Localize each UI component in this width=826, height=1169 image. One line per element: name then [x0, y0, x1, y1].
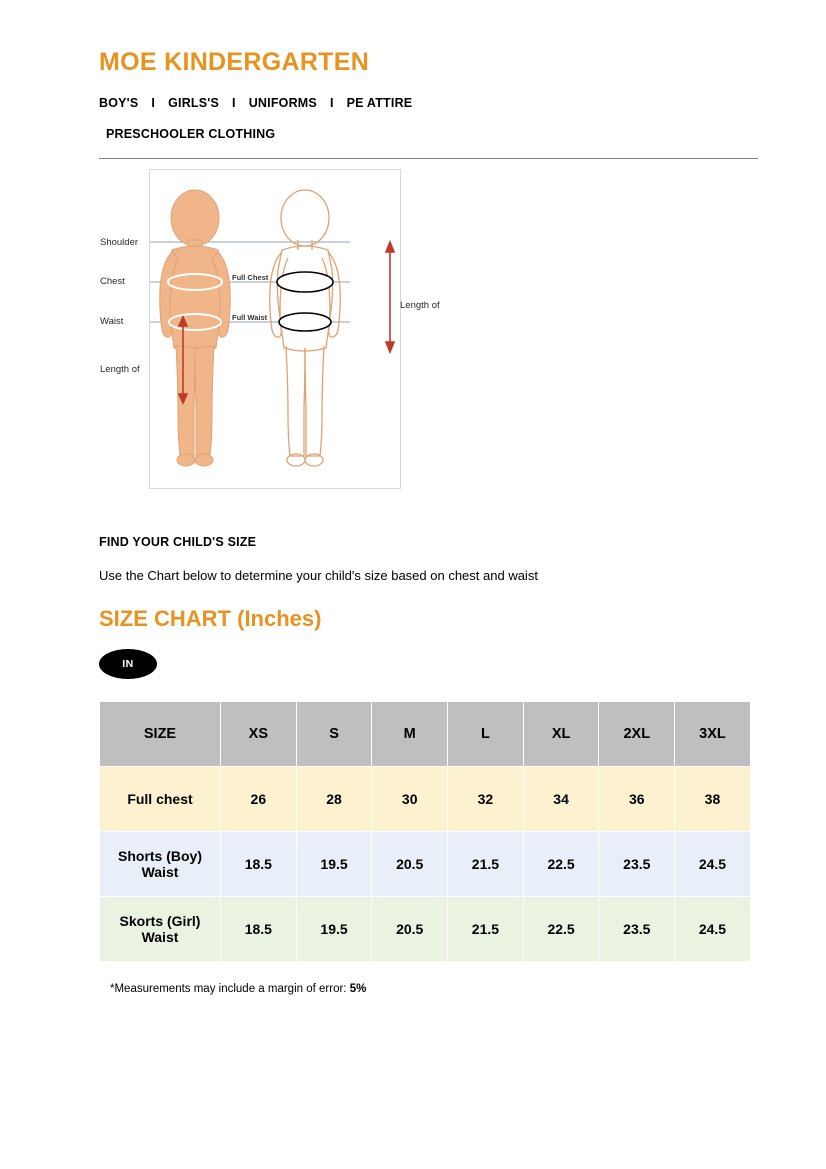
measurement-footnote: [110, 983, 758, 995]
row-label-shorts-boy-waist: Shorts (Boy) Waist: [100, 832, 221, 897]
measurement-diagram: [100, 169, 440, 489]
label-chest: Chest: [100, 276, 125, 287]
nav-item-boys[interactable]: BOY'S: [99, 96, 139, 110]
column-header-3xl: 3XL: [675, 702, 751, 767]
nav-separator: I: [151, 96, 156, 110]
find-size-description: Use the Chart below to determine your child's size based on chest and waist: [99, 568, 538, 583]
column-header-s: S: [296, 702, 372, 767]
table-row: [100, 897, 751, 962]
cell-boy-3xl: 24.5: [675, 832, 751, 897]
cell-boy-2xl: 23.5: [599, 832, 675, 897]
main-nav: [99, 96, 758, 110]
label-shoulder: Shoulder: [100, 237, 139, 248]
table-row: [100, 767, 751, 832]
cell-boy-xl: 22.5: [523, 832, 599, 897]
full-chest-ring: [277, 272, 333, 292]
row-label-full-chest: Full chest: [100, 767, 221, 832]
column-header-l: L: [448, 702, 524, 767]
cell-girl-m: 20.5: [372, 897, 448, 962]
cell-chest-2xl: 36: [599, 767, 675, 832]
header-divider: [99, 158, 758, 159]
label-waist: Waist: [100, 316, 124, 327]
cell-chest-l: 32: [448, 767, 524, 832]
unit-toggle-inches[interactable]: IN: [99, 649, 157, 679]
cell-chest-m: 30: [372, 767, 448, 832]
nav-separator: I: [232, 96, 236, 110]
length-arrow-right: [386, 242, 394, 352]
full-waist-ring: [279, 313, 331, 331]
label-length-right: Length of: [400, 300, 440, 311]
label-full-chest: Full Chest: [232, 273, 269, 282]
cell-girl-s: 19.5: [296, 897, 372, 962]
cell-girl-xl: 22.5: [523, 897, 599, 962]
cell-chest-3xl: 38: [675, 767, 751, 832]
column-header-size: SIZE: [100, 702, 221, 767]
table-header-row: [100, 702, 751, 767]
footnote-value: 5%: [349, 983, 367, 995]
cell-girl-2xl: 23.5: [599, 897, 675, 962]
cell-chest-xl: 34: [523, 767, 599, 832]
page-title: MOE KINDERGARTEN: [99, 48, 370, 76]
cell-boy-l: 21.5: [448, 832, 524, 897]
column-header-xl: XL: [523, 702, 599, 767]
column-header-xs: XS: [221, 702, 297, 767]
cell-girl-l: 21.5: [448, 897, 524, 962]
cell-girl-3xl: 24.5: [675, 897, 751, 962]
label-full-waist: Full Waist: [232, 313, 268, 322]
find-size-heading: FIND YOUR CHILD'S SIZE: [99, 535, 257, 549]
size-chart-heading: SIZE CHART (Inches): [99, 606, 322, 631]
label-length-left: Length of: [100, 364, 140, 375]
cell-chest-xs: 26: [221, 767, 297, 832]
cell-boy-s: 19.5: [296, 832, 372, 897]
cell-girl-xs: 18.5: [221, 897, 297, 962]
nav-item-uniforms[interactable]: UNIFORMS: [248, 96, 317, 110]
body-measurement-illustration: [150, 170, 400, 488]
nav-item-pe-attire[interactable]: PE ATTIRE: [346, 96, 413, 110]
cell-boy-xs: 18.5: [221, 832, 297, 897]
row-label-skorts-girl-waist: Skorts (Girl) Waist: [100, 897, 221, 962]
column-header-m: M: [372, 702, 448, 767]
cell-boy-m: 20.5: [372, 832, 448, 897]
subnav-preschooler-clothing[interactable]: PRESCHOOLER CLOTHING: [106, 127, 276, 141]
nav-separator: I: [329, 96, 334, 110]
footnote-text: *Measurements may include a margin of error:: [110, 983, 350, 995]
cell-chest-s: 28: [296, 767, 372, 832]
size-chart-table: [99, 701, 751, 962]
column-header-2xl: 2XL: [599, 702, 675, 767]
nav-item-girls[interactable]: GIRLS'S: [168, 96, 219, 110]
table-row: [100, 832, 751, 897]
